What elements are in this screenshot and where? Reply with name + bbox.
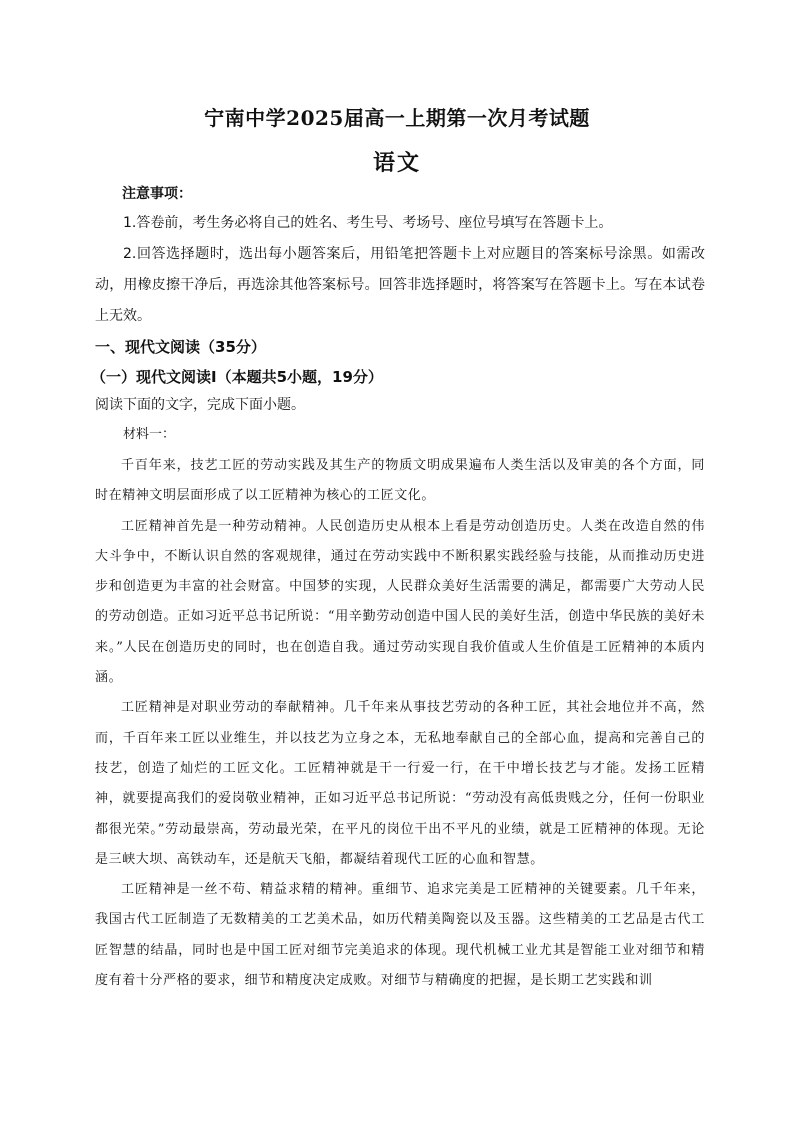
paragraph-4: 工匠精神是一丝不苟、精益求精的精神。重细节、追求完美是工匠精神的关键要素。几千年来，我国古代工匠制造了无数精美的工艺美术品，如历代精美陶瓷以及玉器。这些精美的工艺品是古代工匠智慧的结晶，同时也是中国工匠对细节完美追求的体现。现代机械工业尤其是智能工业对细节和精度有着十分严格的要求，细节和精度决定成败。对细节与精确度的把握，是长期工艺实践和训: [95, 882, 705, 989]
notice-item-2: 2.回答选择题时，选出每小题答案后，用铅笔把答题卡上对应题目的答案标号涂黑。如需改动，用橡皮擦干净后，再选涂其他答案标号。回答非选择题时，将答案写在答题卡上。写在本试卷上无效。: [95, 246, 705, 324]
section-heading: 一、现代文阅读（35分）: [95, 338, 266, 356]
paragraph-1: 千百年来，技艺工匠的劳动实践及其生产的物质文明成果遍布人类生活以及审美的各个方面，同时在精神文明层面形成了以工匠精神为核心的工匠文化。: [95, 458, 705, 504]
material-label: 材料一：: [123, 427, 176, 442]
notice-heading: 注意事项：: [122, 186, 192, 202]
notice-item-1: 1.答卷前，考生务必将自己的姓名、考生号、考场号、座位号填写在答题卡上。: [123, 215, 613, 231]
subject-title: 语文: [372, 150, 421, 176]
paragraph-3: 工匠精神是对职业劳动的奉献精神。几千年来从事技艺劳动的各种工匠，其社会地位并不高，然而，千百年来工匠以业维生，并以技艺为立身之本，无私地奉献自己的全部心血，提高和完善自己的技艺，创造了灿烂的工匠文化。工匠精神就是干一行爱一行，在干中增长技艺与才能。发扬工匠精神，就要提高我们的爱岗敬业精神，正如习近平总书记所说：“劳动没有高低贵贱之分，任何一份职业都很光荣。”劳动最崇高，劳动最光荣，在平凡的岗位干出不平凡的业绩，就是工匠精神的体现。无论是三峡大坝、高铁动车，还是航天飞船，都凝结着现代工匠的心血和智慧。: [95, 700, 705, 867]
paragraph-2: 工匠精神首先是一种劳动精神。人民创造历史从根本上看是劳动创造历史。人类在改造自然的伟大斗争中，不断认识自然的客观规律，通过在劳动实践中不断积累实践经验与技能，从而推动历史进步和创造更为丰富的社会财富。中国梦的实现，人民群众美好生活需要的满足，都需要广大劳动人民的劳动创造。正如习近平总书记所说：“用辛勤劳动创造中国人民的美好生活，创造中华民族的美好未来。”人民在创造历史的同时，也在创造自我。通过劳动实现自我价值或人生价值是工匠精神的本质内涵。: [95, 518, 705, 686]
exam-title: 宁南中学2025届高一上期第一次月考试题: [204, 106, 590, 130]
subsection-heading: （一）现代文阅读Ⅰ（本题共5小题，19分）: [91, 368, 383, 386]
reading-instruction: 阅读下面的文字，完成下面小题。: [95, 397, 305, 413]
exam-body: [91, 180, 705, 996]
